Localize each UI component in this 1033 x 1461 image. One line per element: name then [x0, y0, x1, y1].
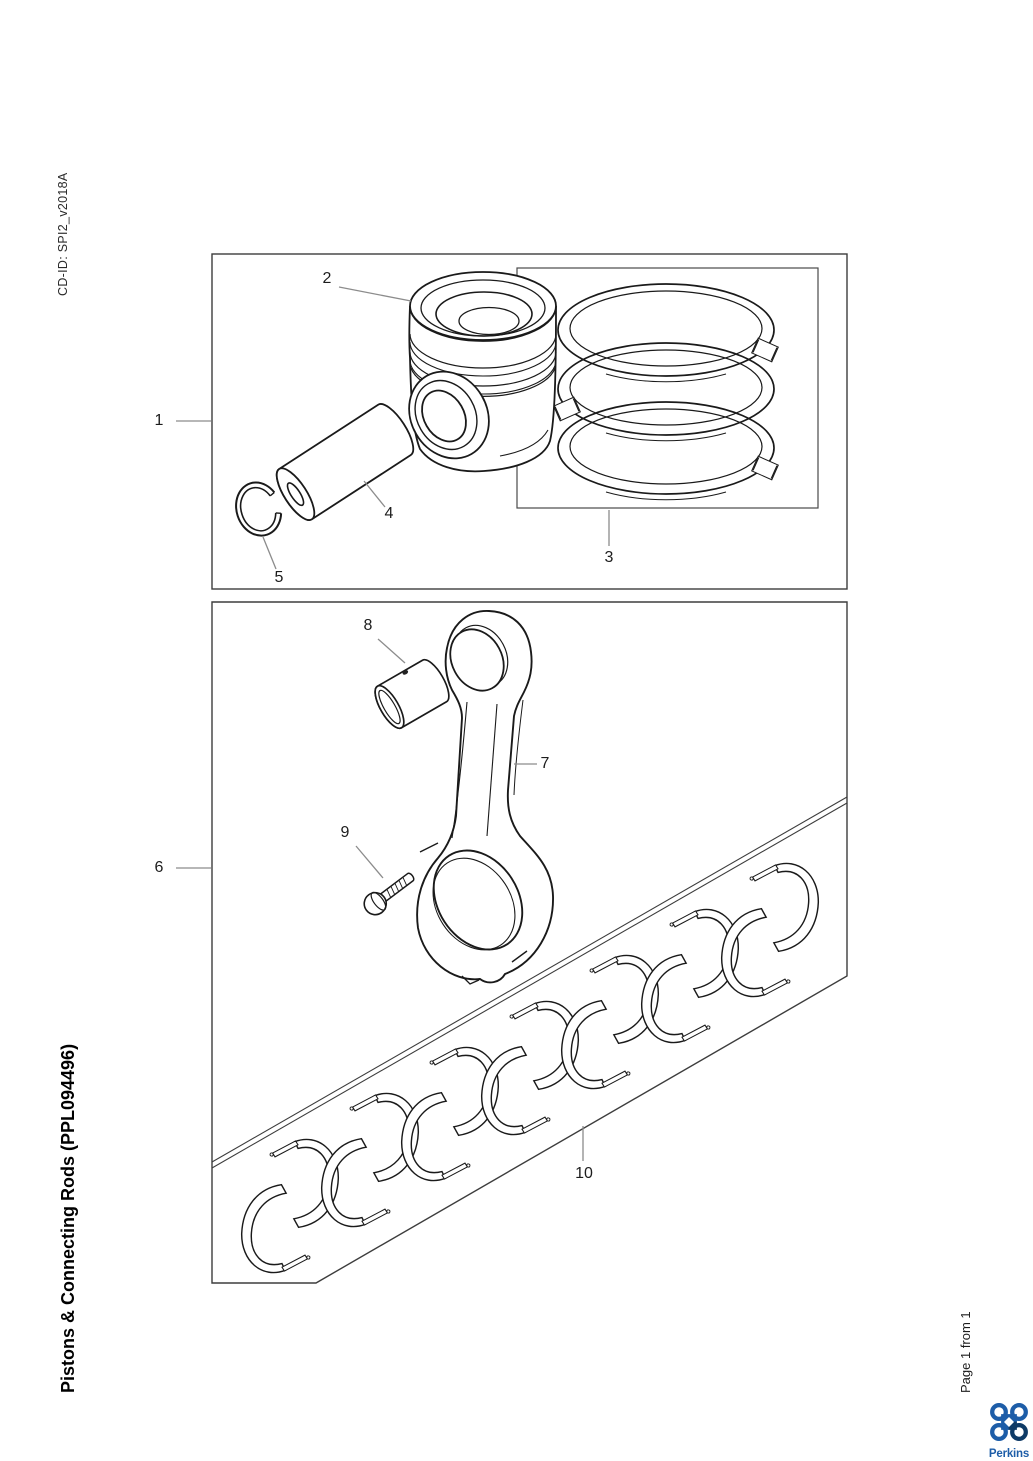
callout-label-4: 4 — [384, 505, 394, 522]
callout-label-5: 5 — [274, 569, 284, 586]
piston-ring-set-illustration — [554, 284, 779, 500]
callout-label-9: 9 — [340, 824, 350, 841]
callout-label-2: 2 — [322, 270, 332, 287]
callout-label-6: 6 — [154, 859, 164, 876]
perkins-wordmark: Perkins — [988, 1448, 1030, 1460]
callout-label-10: 10 — [575, 1165, 593, 1182]
piston-illustration — [394, 272, 556, 473]
perkins-brand — [985, 1402, 1033, 1460]
cd-id-text: CD-ID: SPI2_v2018A — [56, 172, 70, 296]
page-indicator: Page 1 from 1 — [958, 1311, 973, 1393]
page-title: Pistons & Connecting Rods (PPL094496) — [58, 1043, 78, 1393]
piston-pin-illustration — [270, 399, 420, 526]
bolt-illustration — [360, 867, 419, 919]
callout-label-8: 8 — [363, 617, 373, 634]
callout-label-1: 1 — [154, 412, 164, 429]
circlip-illustration — [229, 477, 286, 541]
callout-label-3: 3 — [604, 549, 614, 566]
bushing-illustration — [370, 656, 455, 733]
callout-label-7: 7 — [540, 755, 550, 772]
perkins-logo-icon — [989, 1402, 1029, 1442]
